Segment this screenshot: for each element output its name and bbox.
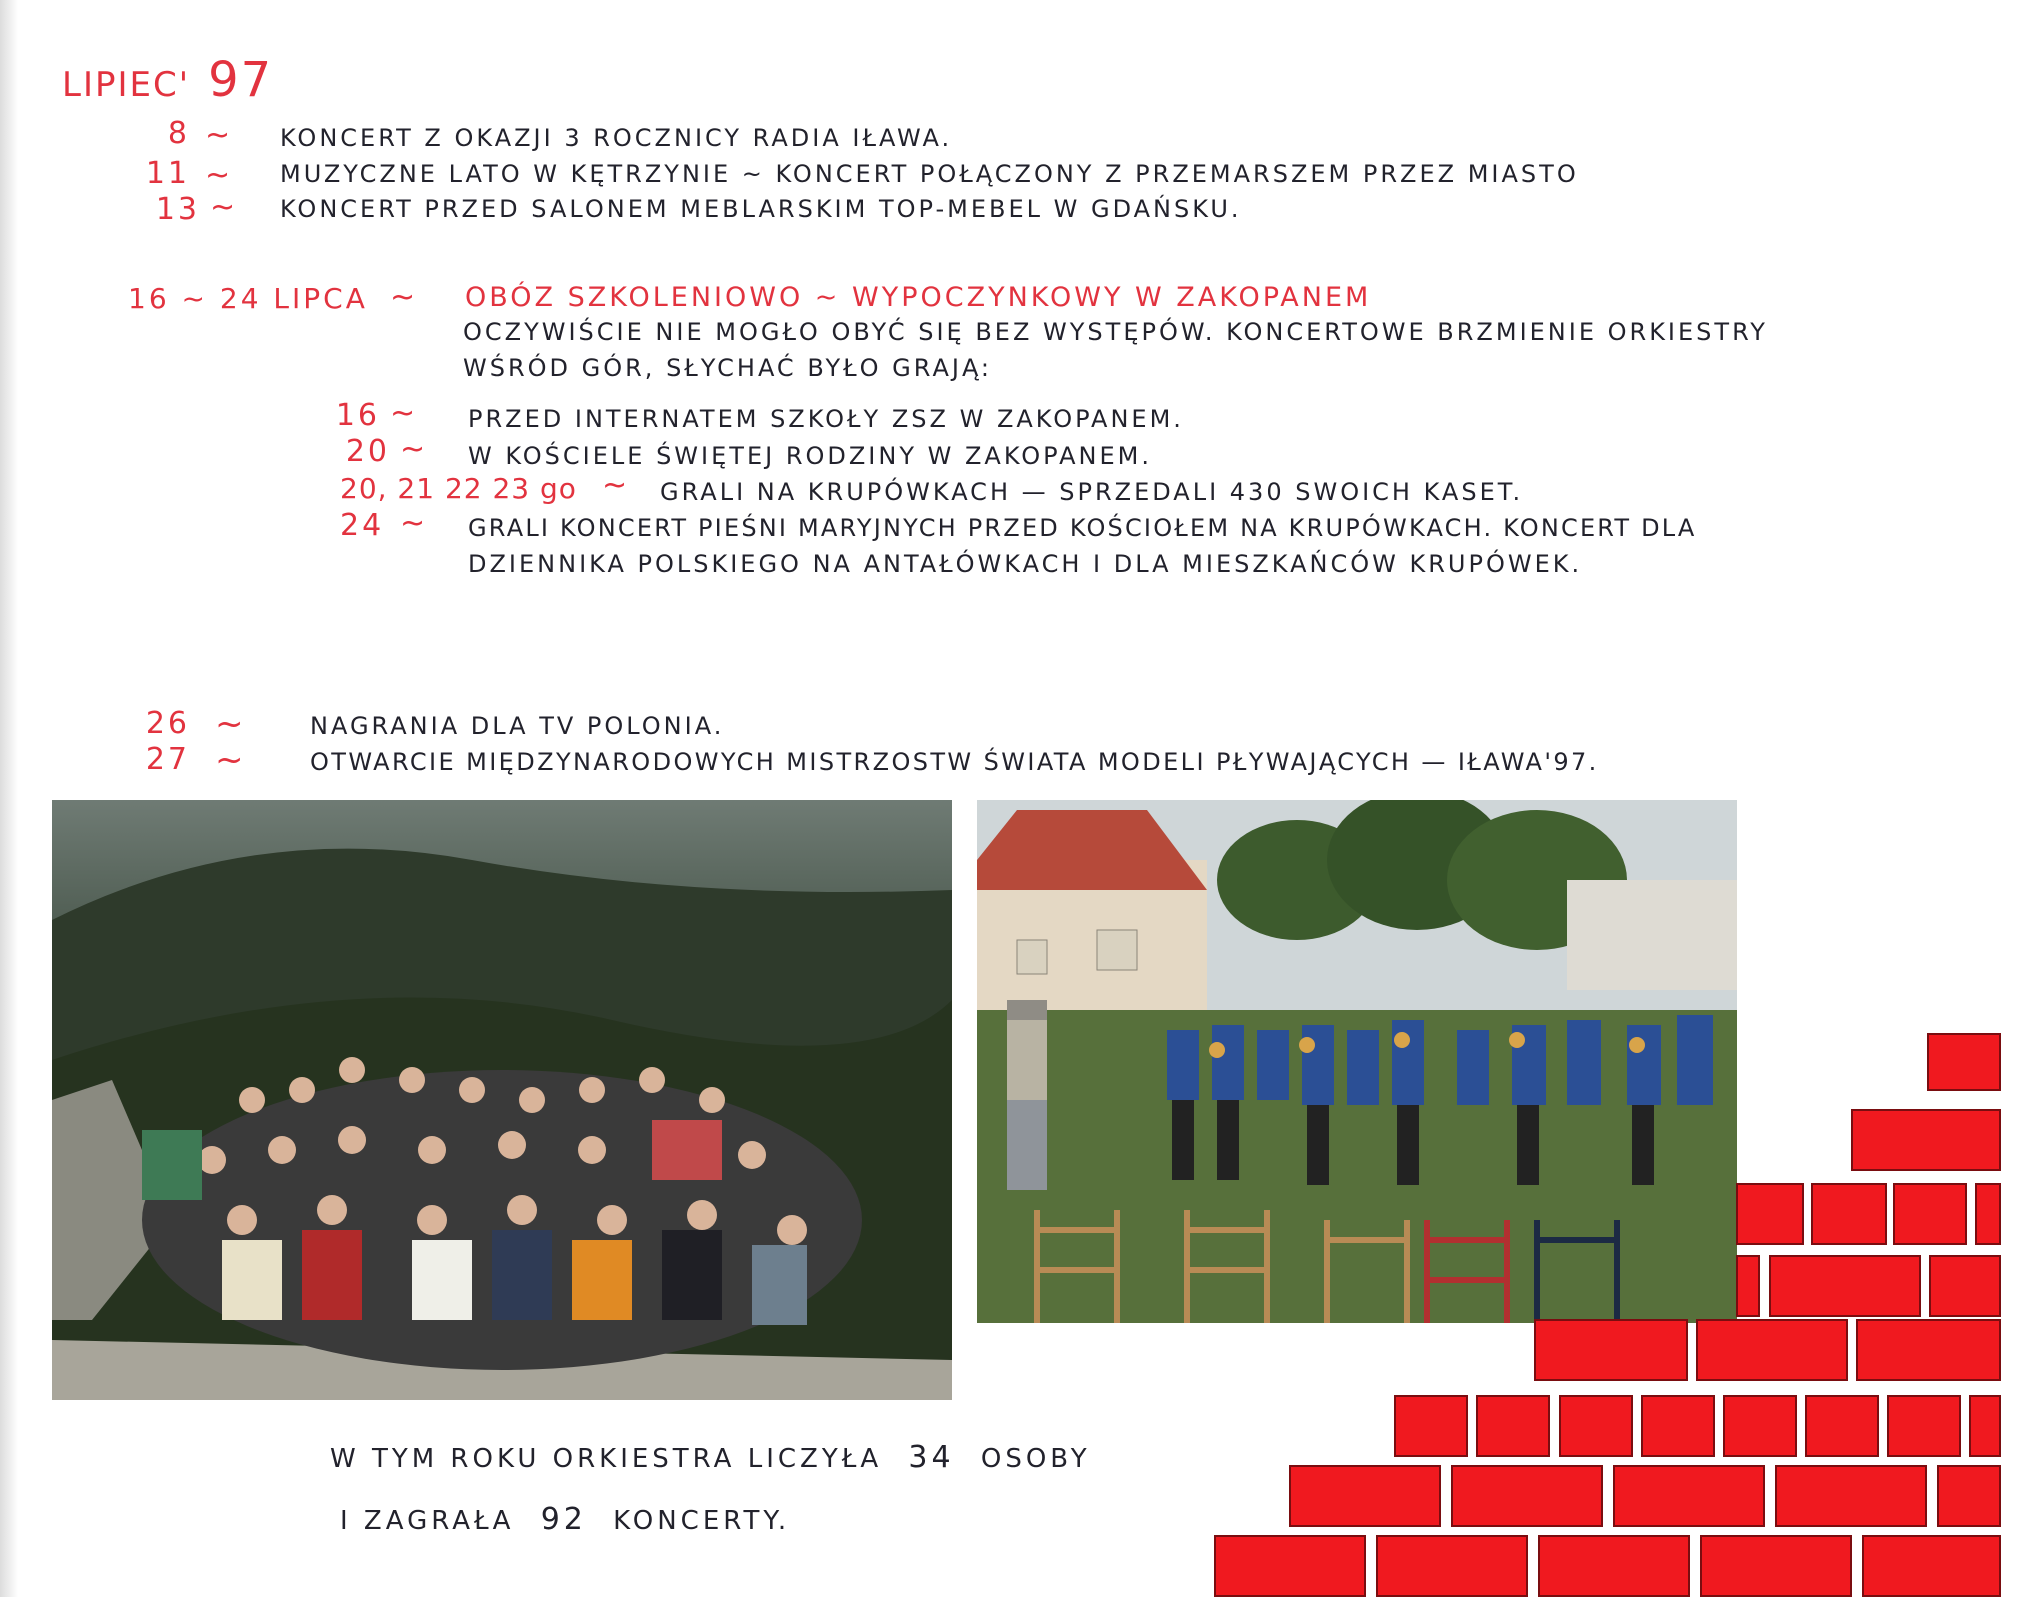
- year-apostrophe: ': [178, 65, 191, 105]
- event-day: 27: [145, 742, 190, 777]
- brick: [1560, 1396, 1632, 1456]
- tilde-dash: ~: [400, 506, 429, 541]
- camp-title: OBÓZ SZKOLENIOWO ~ WYPOCZYNKOWY W ZAKOPANEM: [465, 282, 1372, 313]
- camp-item-text: PRZED INTERNATEM SZKOŁY ZSZ W ZAKOPANEM.: [468, 405, 1184, 433]
- orchestra-photo-image: [977, 800, 1737, 1323]
- brick: [1894, 1184, 1966, 1244]
- brick: [1812, 1184, 1886, 1244]
- summary-line-2: [340, 1502, 790, 1537]
- camp-intro: OCZYWIŚCIE NIE MOGŁO OBYĆ SIĘ BEZ WYSTĘPÓW. KONCERTOWE BRZMIENIE ORKIESTRY: [463, 318, 1768, 346]
- event-day: 26: [145, 706, 190, 741]
- brick: [1938, 1466, 2000, 1526]
- brick: [1535, 1320, 1687, 1380]
- summary-text: OSOBY: [980, 1444, 1091, 1474]
- tilde-dash: ~: [205, 118, 234, 153]
- camp-item-text: W KOŚCIELE ŚWIĘTEJ RODZINY W ZAKOPANEM.: [468, 442, 1152, 470]
- camp-day: 20: [345, 434, 390, 469]
- event-day: 13: [155, 192, 200, 227]
- brick: [1888, 1396, 1960, 1456]
- year-label: 97: [208, 52, 274, 108]
- camp-item-text: GRALI NA KRUPÓWKACH — SPRZEDALI 430 SWOICH KASET.: [660, 478, 1524, 506]
- brick: [1290, 1466, 1440, 1526]
- brick: [1377, 1536, 1527, 1596]
- group-photo-image: [52, 800, 952, 1400]
- summary-text: W TYM ROKU ORKIESTRA LICZYŁA: [330, 1444, 883, 1474]
- event-text: KONCERT Z OKAZJI 3 ROCZNICY RADIA IŁAWA.: [280, 124, 953, 152]
- brick: [1452, 1466, 1602, 1526]
- tilde-dash: ~: [215, 740, 247, 780]
- event-text: NAGRANIA DLA TV POLONIA.: [310, 712, 725, 740]
- brick: [1857, 1320, 2000, 1380]
- summary-text: I ZAGRAŁA: [340, 1506, 515, 1536]
- page-spine-shadow: [0, 0, 18, 1597]
- brick: [1215, 1536, 1365, 1596]
- camp-day: 24: [340, 508, 385, 543]
- tilde-dash: ~: [602, 468, 631, 503]
- tilde-dash: ~: [400, 432, 429, 467]
- group-photo-mountains: [52, 800, 952, 1400]
- summary-text: KONCERTY.: [613, 1506, 791, 1536]
- event-text: MUZYCZNE LATO W KĘTRZYNIE ~ KONCERT POŁĄCZONY Z PRZEMARSZEM PRZEZ MIASTO: [280, 160, 1579, 188]
- brick: [1737, 1184, 1803, 1244]
- camp-day: 16: [335, 398, 380, 433]
- brick: [1724, 1396, 1796, 1456]
- tilde-dash: ~: [205, 158, 234, 193]
- brick: [1770, 1256, 1920, 1316]
- orchestra-photo: [977, 800, 1737, 1323]
- camp-item-text: GRALI KONCERT PIEŚNI MARYJNYCH PRZED KOŚCIOŁEM NA KRUPÓWKACH. KONCERT DLA: [468, 514, 1697, 542]
- event-day: 11: [145, 156, 190, 191]
- summary-line-1: [330, 1440, 1091, 1475]
- brick: [1642, 1396, 1714, 1456]
- event-day: 8: [167, 116, 190, 151]
- member-count: 34: [908, 1440, 955, 1475]
- camp-intro: WŚRÓD GÓR, SŁYCHAĆ BYŁO GRAJĄ:: [463, 354, 993, 382]
- camp-dates: 16 ~ 24 LIPCA: [128, 282, 368, 315]
- brick: [1539, 1536, 1689, 1596]
- brick: [1614, 1466, 1764, 1526]
- event-text: KONCERT PRZED SALONEM MEBLARSKIM TOP-MEBEL W GDAŃSKU.: [280, 195, 1242, 223]
- brick: [1701, 1536, 1851, 1596]
- brick: [1928, 1034, 2000, 1090]
- brick: [1806, 1396, 1878, 1456]
- brick: [1863, 1536, 2000, 1596]
- brick: [1930, 1256, 2000, 1316]
- concert-count: 92: [540, 1502, 587, 1537]
- brick: [1852, 1110, 2000, 1170]
- camp-item-text: DZIENNIKA POLSKIEGO NA ANTAŁÓWKACH I DLA MIESZKAŃCÓW KRUPÓWEK.: [468, 550, 1583, 578]
- camp-day: 20, 21 22 23 go: [340, 472, 577, 505]
- tilde-dash: ~: [390, 396, 419, 431]
- tilde-dash: ~: [390, 280, 419, 315]
- month-label: LIPIEC: [62, 65, 179, 105]
- tilde-dash: ~: [210, 190, 239, 225]
- brick: [1737, 1256, 1759, 1316]
- brick: [1395, 1396, 1467, 1456]
- month-heading: [62, 52, 273, 108]
- brick: [1976, 1184, 2000, 1244]
- brick: [1970, 1396, 2000, 1456]
- brick: [1477, 1396, 1549, 1456]
- event-text: OTWARCIE MIĘDZYNARODOWYCH MISTRZOSTW ŚWIATA MODELI PŁYWAJĄCYCH — IŁAWA'97.: [310, 748, 1599, 776]
- tilde-dash: ~: [215, 704, 247, 744]
- brick: [1776, 1466, 1926, 1526]
- brick: [1697, 1320, 1847, 1380]
